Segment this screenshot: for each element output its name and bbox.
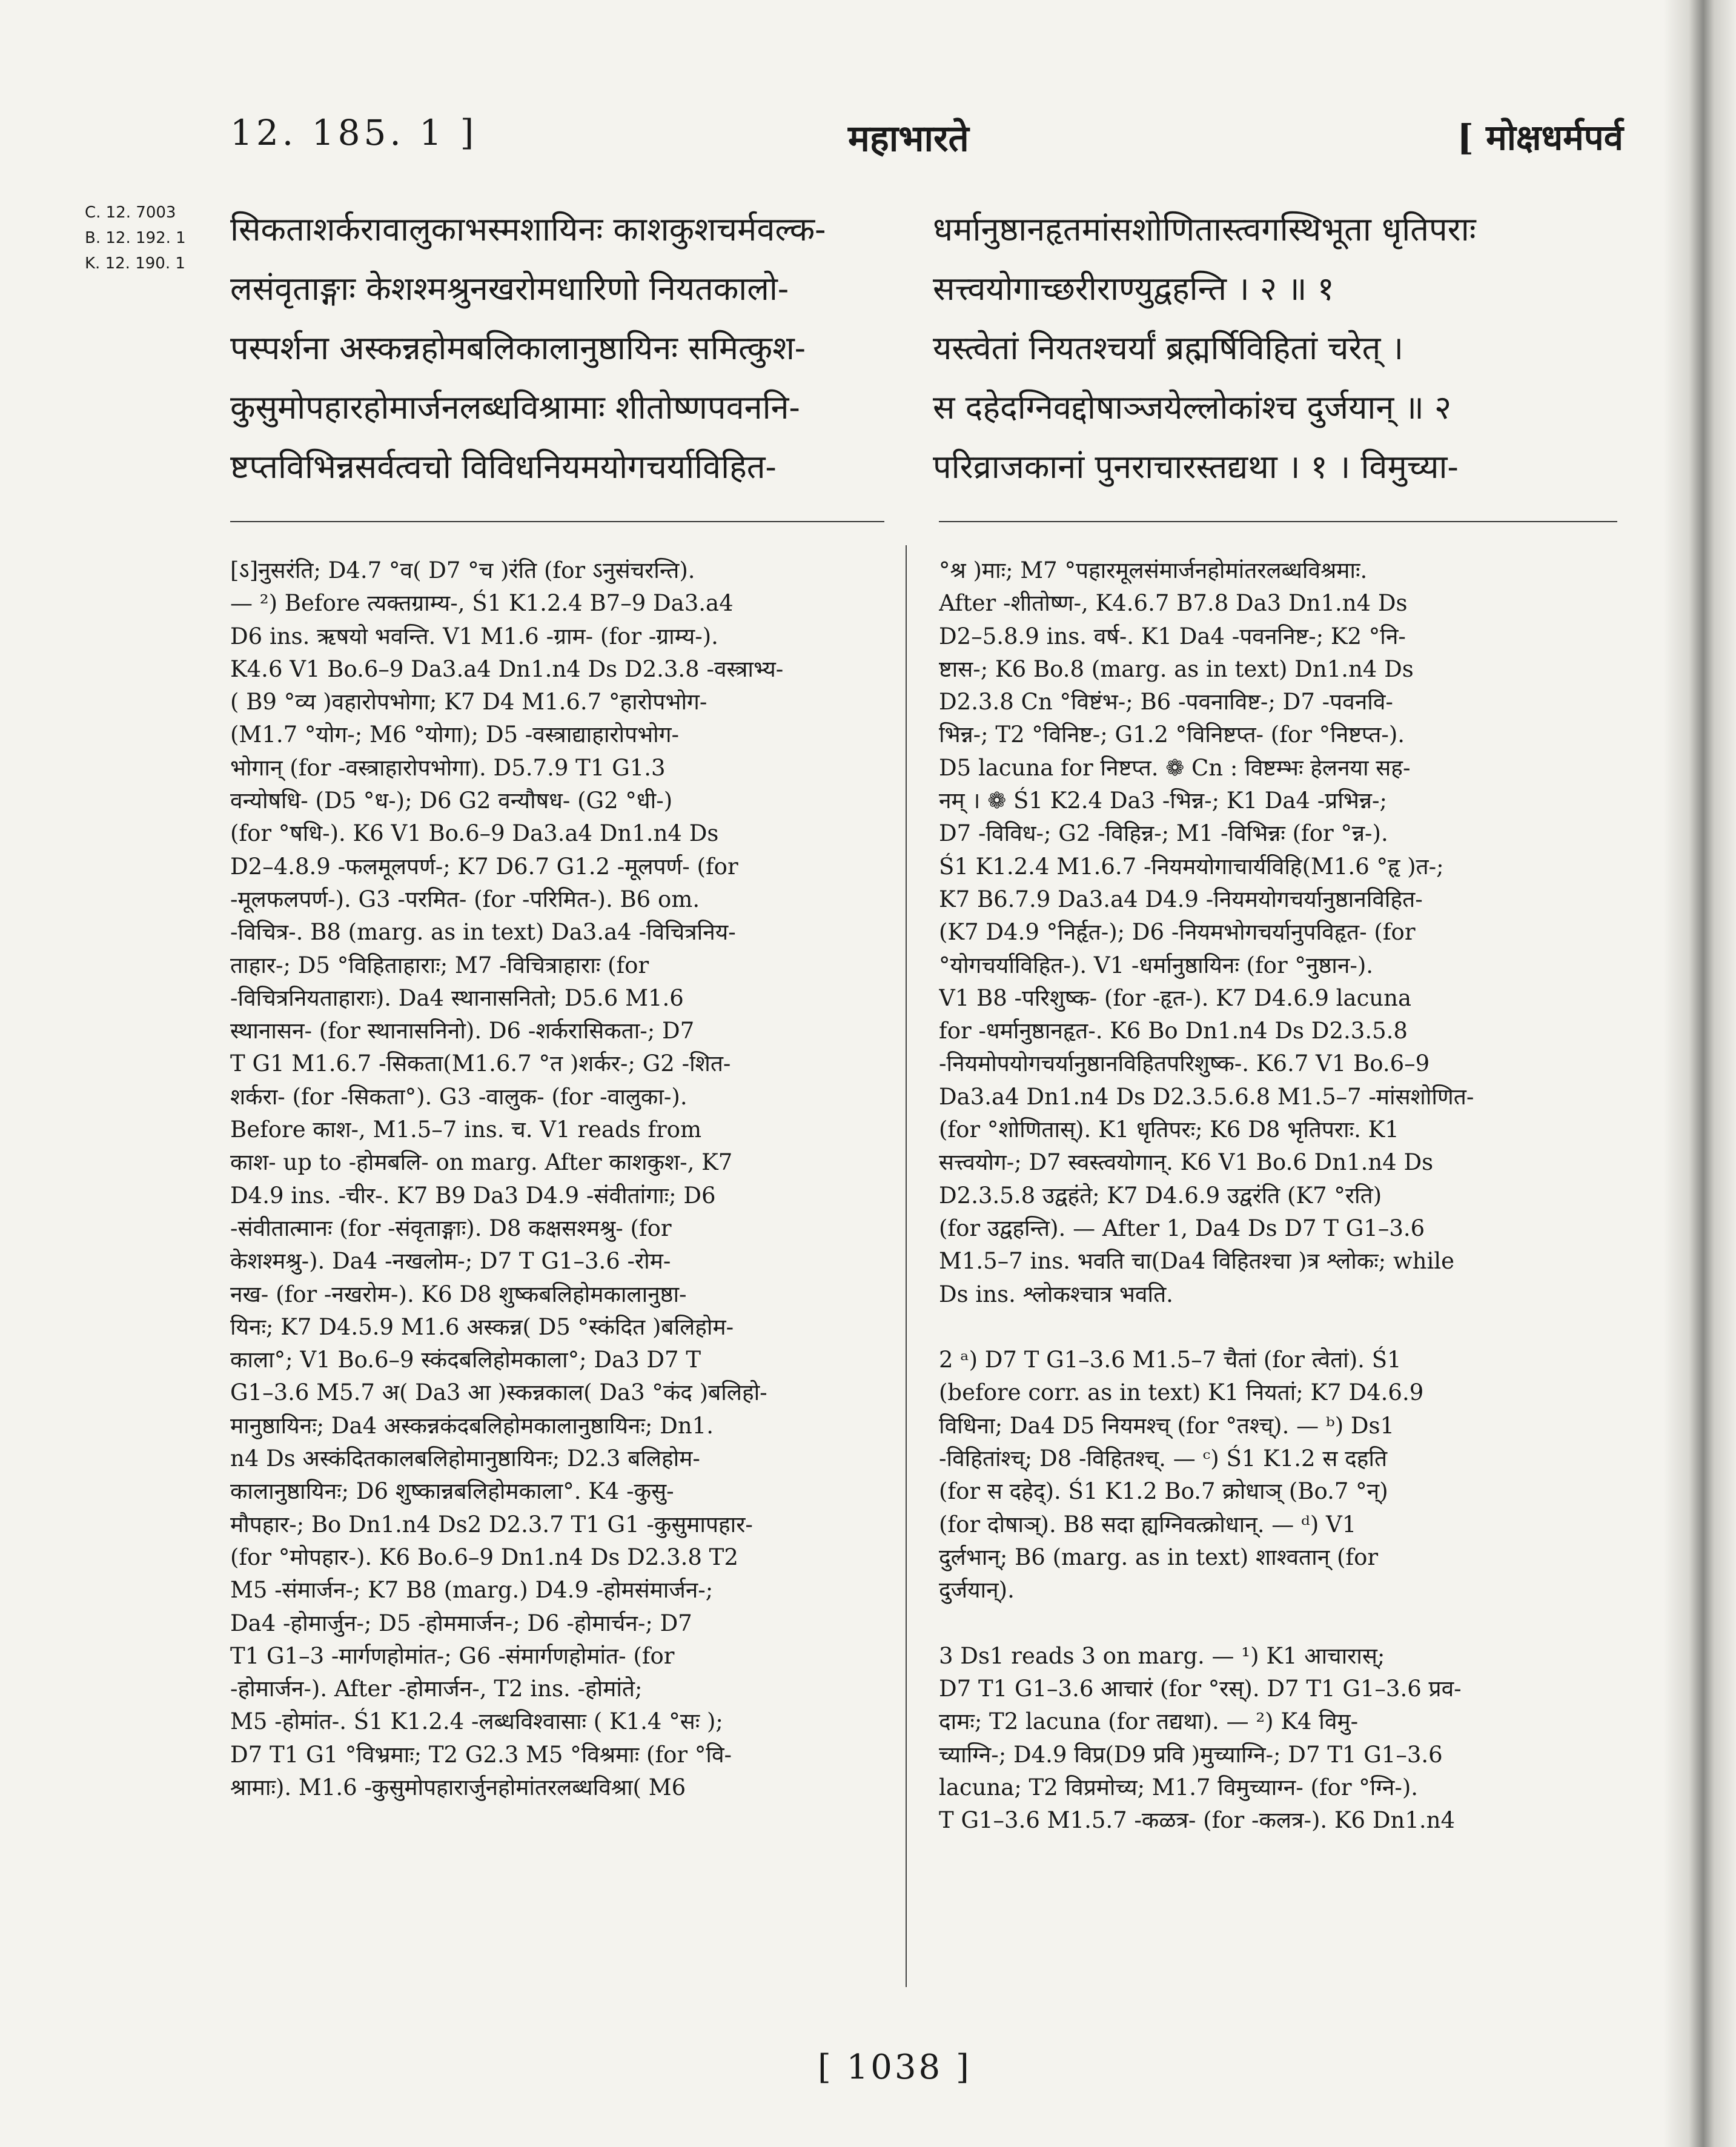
apparatus-line: (for °षधि-). K6 V1 Bo.6–9 Da3.a4 Dn1.n4 Ds — [230, 820, 719, 847]
apparatus-line: च्याग्नि-; D4.9 विप्र(D9 प्रवि )मुच्याग्नि-; D7 T1 G1–3.6 — [939, 1741, 1443, 1768]
concordance-references — [85, 200, 186, 276]
apparatus-line: (for दोषाञ्). B8 सदा ह्यग्निवत्क्रोधान्. — ᵈ) V1 — [939, 1511, 1357, 1538]
apparatus-line: (M1.7 °योग-; M6 °योगा); D5 -वस्त्राद्याहारोपभोग- — [230, 722, 680, 748]
apparatus-line: ताहार-; D5 °विहिताहाराः; M7 -विचित्राहाराः (for — [230, 952, 649, 978]
apparatus-line: ( B9 °व्य )वहारोपभोगा; K7 D4 M1.6.7 °हारोपभोग- — [230, 689, 707, 715]
critical-apparatus-left-column — [230, 554, 884, 1804]
apparatus-line: दामः; T2 lacuna (for तद्यथा). — ²) K4 विमु- — [939, 1708, 1359, 1735]
apparatus-line: (for उद्वहन्ति). — After 1, Da4 Ds D7 T G1–3.6 — [939, 1215, 1425, 1241]
apparatus-line: नख- (for -नखरोम-). K6 D8 शुष्कबलिहोमकालानुष्ठा- — [230, 1281, 687, 1307]
apparatus-line: T G1–3.6 M1.5.7 -कळत्र- (for -कलत्र-). K6 Dn1.n4 — [939, 1807, 1456, 1834]
apparatus-line: °श्र )माः; M7 °पहारमूलसंमार्जनहोमांतरलब्धविश्रमाः. — [939, 557, 1368, 583]
column-divider — [906, 545, 907, 1987]
apparatus-line: -विचित्र-. B8 (marg. as in text) Da3.a4 -विचित्रनिय- — [230, 919, 736, 946]
section-title: [ मोक्षधर्मपर्व — [1457, 117, 1623, 158]
apparatus-line: ष्टास-; K6 Bo.8 (marg. as in text) Dn1.n4 Ds — [939, 655, 1414, 682]
apparatus-line: श्रामाः). M1.6 -कुसुमोपहारार्जुनहोमांतरलब्धविश्रा( M6 — [230, 1774, 686, 1800]
apparatus-line: D2.3.5.8 उद्वहंते; K7 D4.6.9 उद्वरंति (K7 °रति) — [939, 1182, 1382, 1209]
concordance-line: C. 12. 7003 — [85, 204, 176, 222]
verse-line: सिकताशर्करावालुकाभस्मशायिनः काशकुशचर्मवल्क- — [230, 210, 826, 248]
apparatus-line: Da4 -होमार्जुन-; D5 -होममार्जन-; D6 -होमार्चन-; D7 — [230, 1610, 692, 1636]
apparatus-line: n4 Ds अस्कंदितकालबलिहोमानुष्ठायिनः; D2.3 बलिहोम- — [230, 1445, 700, 1472]
apparatus-line: मौपहार-; Bo Dn1.n4 Ds2 D2.3.7 T1 G1 -कुसुमापहार- — [230, 1511, 753, 1538]
apparatus-line: lacuna; T2 विप्रमोच्य; M1.7 विमुच्याग्न- (for °ग्नि-). — [939, 1774, 1419, 1800]
book-binding-edge — [1663, 0, 1736, 2147]
apparatus-line: M5 -संमार्जन-; K7 B8 (marg.) D4.9 -होमसंमार्जन-; — [230, 1577, 714, 1604]
apparatus-line: सत्त्वयोग-; D7 स्वस्त्वयोगान्. K6 V1 Bo.6 Dn1.n4 Ds — [939, 1149, 1434, 1176]
critical-apparatus-right-column — [939, 554, 1617, 1837]
apparatus-line: 3 Ds1 reads 3 on marg. — ¹) K1 आचारास्; — [939, 1642, 1385, 1669]
apparatus-line: Before काश-, M1.5–7 ins. च. V1 reads from — [230, 1117, 702, 1143]
verse-line: सत्त्वयोगाच्छरीराण्युद्वहन्ति । २ ॥ १ — [933, 270, 1334, 308]
apparatus-line: -विहितांश्च्; D8 -विहितश्च्. — ᶜ) Ś1 K1.2 स दहति — [939, 1445, 1388, 1472]
verse-notes-divider-left — [230, 521, 884, 522]
verse-text-right-column — [933, 200, 1623, 497]
apparatus-line: D7 T1 G1–3.6 आचारं (for °रस्). D7 T1 G1–3.6 प्रव- — [939, 1676, 1462, 1702]
apparatus-line: विधिना; Da4 D5 नियमश्च् (for °तश्च्). — ᵇ) Ds1 — [939, 1412, 1395, 1439]
apparatus-line: (for °शोणितास्). K1 धृतिपरः; K6 D8 भृतिपराः. K1 — [939, 1117, 1399, 1143]
apparatus-line — [939, 1607, 1617, 1640]
apparatus-line: — ²) Before त्यक्तग्राम्य-, Ś1 K1.2.4 B7–9 Da3.a4 — [230, 590, 734, 617]
apparatus-line: -होमार्जन-). After -होमार्जन-, T2 ins. -होमांते; — [230, 1676, 643, 1702]
apparatus-line: V1 B8 -परिशुष्क- (for -हृत-). K7 D4.6.9 lacuna — [939, 984, 1412, 1011]
apparatus-line: D2.3.8 Cn °विष्टंभ-; B6 -पवनाविष्ट-; D7 -पवनवि- — [939, 689, 1393, 715]
apparatus-line: -नियमोपयोगचर्यानुष्ठानविहितपरिशुष्क-. K6.7 V1 Bo.6–9 — [939, 1050, 1430, 1077]
verse-line: परिव्राजकानां पुनराचारस्तद्यथा । १ । विमुच्या- — [933, 448, 1459, 486]
apparatus-line: वन्योषधि- (D5 °ध-); D6 G2 वन्यौषध- (G2 °धी-) — [230, 788, 673, 814]
apparatus-line: कालानुष्ठायिनः; D6 शुष्कान्नबलिहोमकाला°. K4 -कुसु- — [230, 1478, 674, 1505]
apparatus-line: for -धर्मानुष्ठानहृत-. K6 Bo Dn1.n4 Ds D2.3.5.8 — [939, 1018, 1408, 1044]
apparatus-line: Da3.a4 Dn1.n4 Ds D2.3.5.6.8 M1.5–7 -मांसशोणित- — [939, 1083, 1474, 1110]
apparatus-line: -मूलफलपर्ण-). G3 -परमित- (for -परिमित-). B6 om. — [230, 886, 700, 912]
apparatus-line: Ś1 K1.2.4 M1.6.7 -नियमयोगाचार्यविहि(M1.6 °हृ )त-; — [939, 853, 1444, 880]
apparatus-line: काला°; V1 Bo.6–9 स्कंदबलिहोमकाला°; Da3 D7 T — [230, 1347, 701, 1373]
apparatus-line: 2 ᵃ) D7 T G1–3.6 M1.5–7 चैतां (for त्वेतां). Ś1 — [939, 1347, 1402, 1373]
concordance-line: K. 12. 190. 1 — [85, 254, 185, 273]
apparatus-line: Ds ins. श्लोकश्चात्र भवति. — [939, 1281, 1173, 1307]
page-header — [230, 112, 1623, 179]
verse-line: लसंवृताङ्गाः केशश्मश्रुनखरोमधारिणो नियतकालो- — [230, 270, 789, 308]
verse-reference: 12. 185. 1 ] — [230, 112, 478, 153]
apparatus-line: दुर्लभान्; B6 (marg. as in text) शाश्वतान् (for — [939, 1544, 1379, 1570]
apparatus-line: (for स दहेद्). Ś1 K1.2 Bo.7 क्रोधाञ् (Bo.7 °न्) — [939, 1478, 1388, 1505]
apparatus-line: M5 -होमांत-. Ś1 K1.2.4 -लब्धविश्वासाः ( K1.4 °सः ); — [230, 1708, 723, 1735]
apparatus-line: स्थानासन- (for स्थानासनिनो). D6 -शर्करासिकता-; D7 — [230, 1018, 695, 1044]
apparatus-line: काश- up to -होमबलि- on marg. After काशकुश-, K7 — [230, 1149, 733, 1176]
apparatus-line: भिन्न-; T2 °विनिष्ट-; G1.2 °विनिष्टप्त- (for °निष्टप्त-). — [939, 722, 1405, 748]
verse-text-left-column — [230, 200, 884, 497]
apparatus-line: D7 -विविध-; G2 -विहिन्न-; M1 -विभिन्नः (for °न्न-). — [939, 820, 1388, 847]
apparatus-line: यिनः; K7 D4.5.9 M1.6 अस्कन्न( D5 °स्कंदित )बलिहोम- — [230, 1313, 734, 1340]
apparatus-line: मानुष्ठायिनः; Da4 अस्कन्नकंदबलिहोमकालानुष्ठायिनः; Dn1. — [230, 1412, 714, 1439]
apparatus-line: केशश्मश्रु-). Da4 -नखलोम-; D7 T G1–3.6 -रोम- — [230, 1248, 671, 1275]
apparatus-line: K7 B6.7.9 Da3.a4 D4.9 -नियमयोगचर्यानुष्ठानविहित- — [939, 886, 1423, 912]
page-number: [ 1038 ] — [818, 2048, 972, 2087]
apparatus-line: T1 G1–3 -मार्गणहोमांत-; G6 -संमार्गणहोमांत- (for — [230, 1642, 675, 1669]
apparatus-line: D2–4.8.9 -फलमूलपर्ण-; K7 D6.7 G1.2 -मूलपर्ण- (for — [230, 853, 738, 880]
apparatus-line: शर्करा- (for -सिकता°). G3 -वालुक- (for -वालुका-). — [230, 1083, 687, 1110]
apparatus-line — [939, 1311, 1617, 1344]
concordance-line: B. 12. 192. 1 — [85, 229, 186, 247]
apparatus-line: D4.9 ins. -चीर-. K7 B9 Da3 D4.9 -संवीतांगाः; D6 — [230, 1182, 716, 1209]
apparatus-line: (for °मोपहार-). K6 Bo.6–9 Dn1.n4 Ds D2.3.8 T2 — [230, 1544, 738, 1570]
verse-line: स दहेदग्निवद्दोषाञ्जयेल्लोकांश्च दुर्जयान् ॥ २ — [933, 388, 1452, 426]
verse-notes-divider-right — [939, 521, 1617, 522]
apparatus-line: -विचित्रनियताहाराः). Da4 स्थानासनितो; D5.6 M1.6 — [230, 984, 684, 1011]
apparatus-line: D6 ins. ऋषयो भवन्ति. V1 M1.6 -ग्राम- (for -ग्राम्य-). — [230, 623, 718, 649]
verse-line: ष्टप्तविभिन्नसर्वत्वचो विविधनियमयोगचर्याविहित- — [230, 448, 777, 486]
apparatus-line: G1–3.6 M5.7 अ( Da3 आ )स्कन्नकाल( Da3 °कंद )बलिहो- — [230, 1379, 767, 1406]
verse-line: धर्मानुष्ठानहृतमांसशोणितास्त्वगस्थिभूता धृतिपराः — [933, 210, 1476, 248]
apparatus-line: नम् । ❁ Ś1 K2.4 Da3 -भिन्न-; K1 Da4 -प्रभिन्न-; — [939, 788, 1387, 814]
apparatus-line: -संवीतात्मानः (for -संवृताङ्गाः). D8 कक्षसश्मश्रु- (for — [230, 1215, 672, 1241]
apparatus-line: D2–5.8.9 ins. वर्ष-. K1 Da4 -पवननिष्ट-; K2 °नि- — [939, 623, 1406, 649]
apparatus-line: (K7 D4.9 °निर्हृत-); D6 -नियमभोगचर्यानुपविहृत- (for — [939, 919, 1416, 946]
apparatus-line: दुर्जयान्). — [939, 1577, 1015, 1604]
apparatus-line: T G1 M1.6.7 -सिकता(M1.6.7 °त )शर्कर-; G2 -शित- — [230, 1050, 731, 1077]
verse-line: कुसुमोपहारहोमार्जनलब्धविश्रामाः शीतोष्णपवननि- — [230, 388, 800, 426]
apparatus-line: M1.5–7 ins. भवति चा(Da4 विहितश्चा )त्र श्लोकः; while — [939, 1248, 1455, 1275]
apparatus-line: °योगचर्याविहित-). V1 -धर्मानुष्ठायिनः (for °नुष्ठान-). — [939, 952, 1374, 978]
apparatus-line: D5 lacuna for निष्टप्त. ❁ Cn : विष्टम्भः हेलनया सह- — [939, 754, 1411, 781]
verse-line: यस्त्वेतां नियतश्चर्यां ब्रह्मर्षिविहितां चरेत् । — [933, 329, 1404, 367]
verse-line: पस्पर्शना अस्कन्नहोमबलिकालानुष्ठायिनः समित्कुश- — [230, 329, 806, 367]
apparatus-line: (before corr. as in text) K1 नियतां; K7 D4.6.9 — [939, 1379, 1424, 1406]
apparatus-line: भोगान् (for -वस्त्राहारोपभोगा). D5.7.9 T1 G1.3 — [230, 754, 666, 781]
apparatus-line: K4.6 V1 Bo.6–9 Da3.a4 Dn1.n4 Ds D2.3.8 -वस्त्राभ्य- — [230, 655, 784, 682]
running-title: महाभारते — [848, 118, 969, 160]
apparatus-line: After -शीतोष्ण-, K4.6.7 B7.8 Da3 Dn1.n4 Ds — [939, 590, 1408, 617]
apparatus-line: D7 T1 G1 °विभ्रमाः; T2 G2.3 M5 °विश्रमाः (for °वि- — [230, 1741, 732, 1768]
apparatus-line: [ऽ]नुसरंति; D4.7 °व( D7 °च )रंति (for ऽनुसंचरन्ति). — [230, 557, 695, 583]
